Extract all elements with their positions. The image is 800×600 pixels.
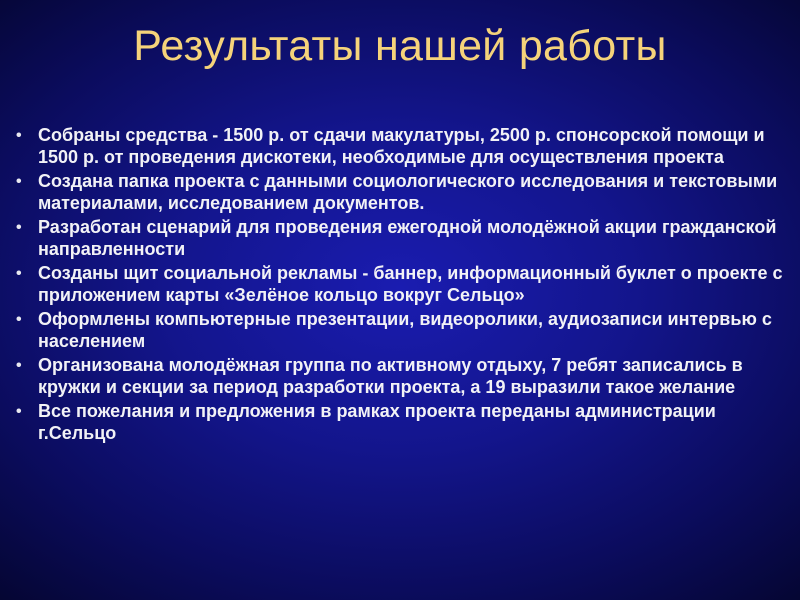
bullet-text: Создана папка проекта с данными социологического исследования и текстовыми материалами, исследованием документов.	[38, 171, 778, 213]
slide-title: Результаты нашей работы	[133, 22, 667, 70]
bullet-item	[14, 171, 794, 214]
bullet-text: Оформлены компьютерные презентации, видеоролики, аудиозаписи интервью с населением	[38, 309, 772, 351]
bullet-item	[14, 309, 794, 352]
bullet-text: Созданы щит социальной рекламы - баннер, информационный буклет о проекте с приложением карты «Зелёное кольцо вокруг Сельцо»	[38, 263, 783, 305]
bullet-item	[14, 355, 794, 398]
bullet-dot-icon: •	[16, 311, 22, 328]
bullet-item	[14, 263, 794, 306]
bullet-text: Организована молодёжная группа по активному отдыху, 7 ребят записались в кружки и секции за период разработки проекта, а 19 выразили такое желание	[38, 355, 743, 397]
bullet-item	[14, 217, 794, 260]
bullet-dot-icon: •	[16, 127, 22, 144]
bullet-dot-icon: •	[16, 173, 22, 190]
bullet-item	[14, 125, 794, 168]
bullet-text: Все пожелания и предложения в рамках проекта переданы администрации г.Сельцо	[38, 401, 716, 443]
bullet-dot-icon: •	[16, 265, 22, 282]
bullet-list	[14, 125, 794, 447]
bullet-dot-icon: •	[16, 219, 22, 236]
bullet-text: Собраны средства - 1500 р. от сдачи макулатуры, 2500 р. спонсорской помощи и 1500 р. от проведения дискотеки, необходимые для осуществления проекта	[38, 125, 765, 167]
bullet-item	[14, 401, 794, 444]
bullet-dot-icon: •	[16, 357, 22, 374]
bullet-text: Разработан сценарий для проведения ежегодной молодёжной акции гражданской направленности	[38, 217, 777, 259]
bullet-dot-icon: •	[16, 403, 22, 420]
